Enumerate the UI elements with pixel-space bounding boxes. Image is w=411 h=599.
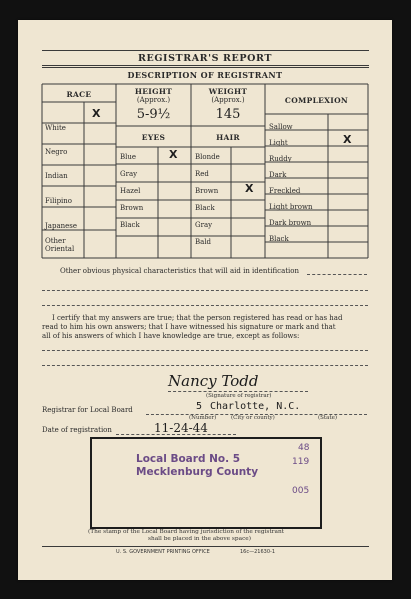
- blank-line-2: [42, 305, 368, 306]
- complexion-light-label: Light: [269, 139, 288, 147]
- certify-line-2: read to him his own answers; that I have witnessed his signature or mark and that: [42, 323, 336, 331]
- local-board-stamp-box: [90, 437, 322, 529]
- height-header: HEIGHT: [134, 87, 173, 96]
- city-caption: (City or county): [231, 415, 275, 421]
- description-grid: [18, 20, 392, 270]
- signature-line: [168, 391, 308, 392]
- complexion-light-brown-label: Light brown: [269, 203, 313, 211]
- date-value: 11-24-44: [154, 421, 208, 435]
- signature-caption: (Signature of registrar): [206, 393, 272, 399]
- complexion-freckled-label: Freckled: [269, 187, 301, 195]
- exceptions-line-2: [42, 365, 368, 366]
- complexion-sallow-label: Sallow: [269, 123, 293, 131]
- stamp-code-1: 48: [298, 443, 310, 453]
- hair-red-label: Red: [195, 170, 209, 178]
- race-header: RACE: [66, 90, 92, 99]
- complexion-dark-brown-label: Dark brown: [269, 219, 312, 227]
- blank-line-1: [42, 290, 368, 291]
- stamp-line-1: Local Board No. 5: [136, 453, 241, 465]
- printer-left: U. S. GOVERNMENT PRINTING OFFICE: [116, 549, 210, 555]
- other-characteristics-label: Other obvious physical characteristics that will aid in identification: [60, 267, 300, 275]
- complexion-light-mark: X: [343, 133, 352, 146]
- number-caption: (Number): [189, 415, 217, 421]
- printer-right: 16c—21630-1: [240, 549, 276, 555]
- hair-blonde-label: Blonde: [195, 153, 220, 161]
- height-approx: (Approx.): [136, 96, 171, 104]
- race-negro-label: Negro: [45, 148, 68, 156]
- stamp-caption-2: shall be placed in the above space): [148, 536, 252, 542]
- section-title: DESCRIPTION OF REGISTRANT: [127, 70, 283, 80]
- eyes-blue-label: Blue: [120, 153, 137, 161]
- eyes-gray-label: Gray: [120, 170, 138, 178]
- complexion-ruddy-label: Ruddy: [269, 155, 292, 163]
- registrar-label: Registrar for Local Board: [42, 406, 133, 414]
- state-caption: (State): [318, 415, 338, 421]
- stamp-code-3: 005: [292, 486, 310, 496]
- complexion-header: COMPLEXION: [284, 96, 349, 105]
- race-other-oriental-label: Other Oriental: [45, 237, 75, 253]
- exceptions-line-1: [42, 350, 368, 351]
- eyes-header: EYES: [141, 133, 166, 142]
- race-japanese-label: Japanese: [45, 222, 78, 230]
- weight-approx: (Approx.): [211, 96, 245, 104]
- race-filipino-label: Filipino: [45, 197, 73, 205]
- hair-black-label: Black: [195, 204, 215, 212]
- board-number: 5: [196, 401, 203, 412]
- hair-brown-mark: X: [245, 182, 254, 195]
- hair-header: HAIR: [216, 133, 240, 142]
- registrar-signature: Nancy Todd: [168, 372, 259, 390]
- weight-value: 145: [215, 107, 241, 122]
- other-characteristics-line: [307, 274, 367, 275]
- height-value: 5-9½: [136, 107, 171, 122]
- report-title: REGISTRAR'S REPORT: [137, 53, 272, 64]
- eyes-black-label: Black: [120, 221, 140, 229]
- complexion-black-label: Black: [269, 235, 289, 243]
- hair-brown-label: Brown: [195, 187, 219, 195]
- date-label: Date of registration: [42, 426, 112, 434]
- stamp-code-2: 119: [292, 457, 310, 467]
- eyes-brown-label: Brown: [120, 204, 144, 212]
- date-line: [116, 434, 236, 435]
- complexion-dark-label: Dark: [269, 171, 287, 179]
- stamp-caption-1: (The stamp of the Local Board having jurisdiction of the registrant: [88, 529, 285, 535]
- bottom-rule: [42, 546, 369, 547]
- race-indian-label: Indian: [45, 172, 68, 180]
- certify-line-3: all of his answers of which I have knowledge are true, except as follows:: [42, 332, 300, 340]
- eyes-hazel-label: Hazel: [120, 187, 141, 195]
- race-white-mark: X: [92, 107, 101, 120]
- registrar-report-card: [18, 20, 392, 580]
- hair-bald-label: Bald: [195, 238, 212, 246]
- hair-gray-label: Gray: [195, 221, 213, 229]
- board-city: Charlotte, N.C.: [210, 401, 301, 412]
- race-white-label: White: [45, 124, 66, 132]
- eyes-blue-mark: X: [169, 148, 178, 161]
- stamp-line-2: Mecklenburg County: [136, 466, 259, 478]
- certify-line-1: I certify that my answers are true; that the person registered has read or has had: [52, 314, 343, 322]
- weight-header: WEIGHT: [208, 87, 248, 96]
